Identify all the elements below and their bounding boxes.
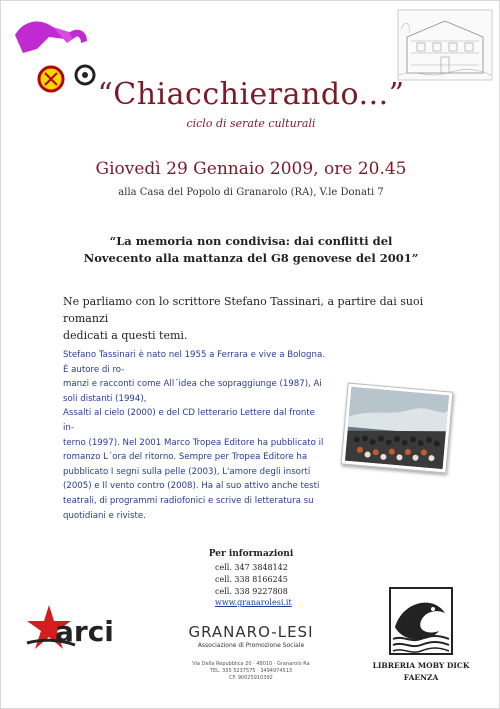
moby-dick-logo-icon xyxy=(389,587,453,655)
phone-3: cell. 338 9227808 xyxy=(215,587,288,596)
website-link[interactable]: www.granarolesi.it xyxy=(215,598,292,607)
bio-line: romanzo L´ora del ritorno. Sempre per Tropea Editore ha xyxy=(63,452,308,463)
phone-2: cell. 338 8166245 xyxy=(215,575,288,584)
intro-line-1: Ne parliamo con lo scrittore Stefano Tassinari, a partire dai suoi romanzi xyxy=(63,295,424,325)
libreria-city: FAENZA xyxy=(403,673,439,682)
bio-line: teatrali, di programmi radiofonici e scrive di letteratura su xyxy=(63,495,314,506)
protest-photo-icon xyxy=(345,387,449,469)
protest-photo xyxy=(341,383,454,474)
bio-line: Stefano Tassinari è nato nel 1955 a Ferrara e vive a Bologna. È autore di ro- xyxy=(63,350,325,375)
bio-line: terno (1997). Nel 2001 Marco Tropea Editore ha pubblicato il xyxy=(63,437,324,448)
arci-label: arci xyxy=(55,615,114,648)
granaro-address-line: CF. 90025910392 xyxy=(229,675,273,681)
page-title: “Chiacchierando...” xyxy=(97,77,405,112)
bio-line: quotidiani e riviste. xyxy=(63,510,146,521)
bio-line: pubblicato I segni sulla pelle (2003), L'amore degli insorti xyxy=(63,466,311,477)
granaro-name: GRANARO-LESI xyxy=(188,623,314,641)
building-sketch-icon xyxy=(397,9,493,81)
info-title: Per informazioni xyxy=(208,549,294,559)
granaro-address-line: Via Della Repubblica 20 · 48010 · Granarolo Ra xyxy=(192,661,310,667)
event-topic-quote xyxy=(61,233,441,267)
libreria-name: LIBRERIA MOBY DICK xyxy=(372,661,470,670)
granaro-subtitle: Associazione di Promozione Sociale xyxy=(197,642,305,649)
arci-logo xyxy=(19,599,119,659)
granaro-lesi-block xyxy=(161,623,341,682)
intro-paragraph xyxy=(63,293,453,344)
page-subtitle: ciclo di serate culturali xyxy=(186,117,316,130)
author-bio xyxy=(63,348,325,523)
bio-line: (2005) e Il vento contro (2008). Ha al suo attivo anche testi xyxy=(63,481,320,492)
bio-line: Assalti al cielo (2000) e del CD letterario Lettere dal fronte in- xyxy=(63,408,315,433)
quote-line-2: Novecento alla mattanza del G8 genovese del 2001” xyxy=(83,251,419,265)
granaro-address xyxy=(161,661,341,682)
quote-line-1: “La memoria non condivisa: dai conflitti del xyxy=(109,234,393,248)
bio-line: manzi e racconti come All´idea che sopraggiunge (1987), Ai soli distanti (1994), xyxy=(63,379,322,404)
intro-line-2: dedicati a questi temi. xyxy=(63,329,188,342)
granaro-address-line: TEL. 335 5237575 · 3494974513 xyxy=(209,668,293,674)
event-venue: alla Casa del Popolo di Granarolo (RA), V.le Donati 7 xyxy=(118,187,384,198)
event-date: Giovedì 29 Gennaio 2009, ore 20.45 xyxy=(95,159,407,179)
phone-1: cell. 347 3848142 xyxy=(215,563,288,572)
